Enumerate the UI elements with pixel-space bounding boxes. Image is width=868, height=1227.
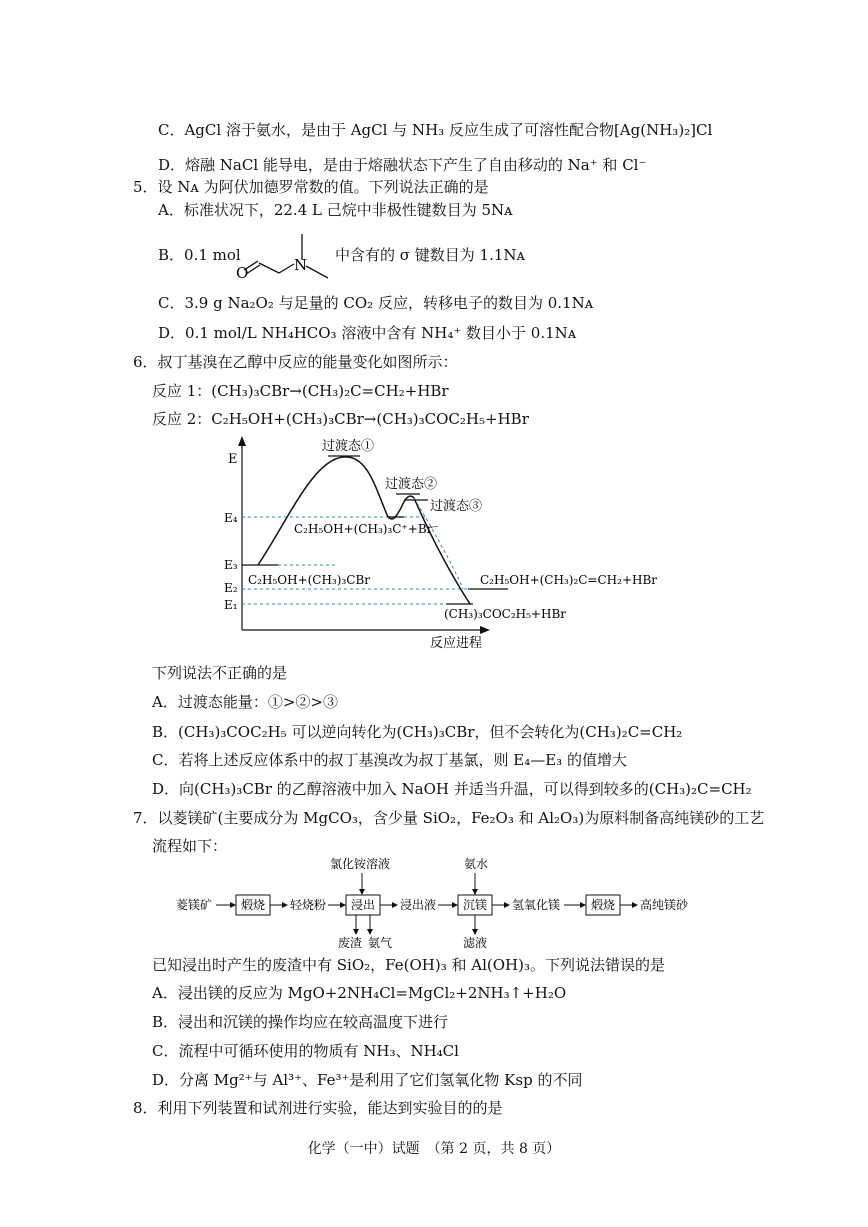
process-flow <box>172 855 712 950</box>
q7-stem-line2: 流程如下： <box>152 837 228 855</box>
output-ammonia: 氨气 <box>368 936 393 950</box>
flow-box-3: 沉镁 <box>463 898 488 912</box>
e4-label: E₄ <box>224 511 238 525</box>
q5-option-a: A．标准状况下，22.4 L 己烷中非极性键数目为 5Nᴀ <box>158 201 513 219</box>
flow-box-2: 浸出 <box>351 898 376 912</box>
ts2-label: 过渡态② <box>385 477 438 492</box>
flow-step-3: 浸出液 <box>400 898 437 912</box>
q6-ask: 下列说法不正确的是 <box>152 664 288 682</box>
ts1-label: 过渡态① <box>322 439 375 454</box>
flow-box-1: 煅烧 <box>241 898 266 912</box>
dmf-structure <box>236 228 336 283</box>
q6-reaction-1: 反应 1：(CH₃)₃CBr→(CH₃)₂C=CH₂+HBr <box>152 382 449 400</box>
q6-reaction-2: 反应 2：C₂H₅OH+(CH₃)₃CBr→(CH₃)₃COC₂H₅+HBr <box>152 410 529 428</box>
q7-option-b: B．浸出和沉镁的操作均应在较高温度下进行 <box>152 1013 449 1031</box>
e2-label: E₂ <box>224 581 238 595</box>
q7-option-d: D．分离 Mg²⁺与 Al³⁺、Fe³⁺是利用了它们氢氧化物 Ksp 的不同 <box>152 1071 583 1089</box>
svg-text:O: O <box>236 264 249 282</box>
q5-option-c: C．3.9 g Na₂O₂ 与足量的 CO₂ 反应，转移电子的数目为 0.1Nᴀ <box>158 294 594 312</box>
flow-step-5: 高纯镁砂 <box>640 898 689 912</box>
q5-option-d: D．0.1 mol/L NH₄HCO₃ 溶液中含有 NH₄⁺ 数目小于 0.1Nᴀ <box>158 324 577 342</box>
q6-option-c: C．若将上述反应体系中的叔丁基溴改为叔丁基氯，则 E₄—E₃ 的值增大 <box>152 751 627 769</box>
q6-option-d: D．向(CH₃)₃CBr 的乙醇溶液中加入 NaOH 并适当升温，可以得到较多的(CH₃)₂C=CH₂ <box>152 780 752 798</box>
intermediate-label: C₂H₅OH+(CH₃)₃C⁺+Br⁻ <box>294 522 439 536</box>
q5-stem: 5．设 Nᴀ 为阿伏加德罗常数的值。下列说法正确的是 <box>133 178 489 196</box>
q6-stem: 6．叔丁基溴在乙醇中反应的能量变化如图所示： <box>133 353 458 371</box>
q8-stem: 8．利用下列装置和试剂进行实验，能达到实验目的的是 <box>133 1099 503 1117</box>
input-ammonia-water: 氨水 <box>464 857 489 871</box>
q7-option-a: A．浸出镁的反应为 MgO+2NH₄Cl=MgCl₂+2NH₃↑+H₂O <box>152 984 567 1002</box>
output-filtrate: 滤液 <box>463 936 488 950</box>
q7-note: 已知浸出时产生的废渣中有 SiO₂，Fe(OH)₃ 和 Al(OH)₃。下列说法错误的是 <box>152 956 665 974</box>
product1-label: C₂H₅OH+(CH₃)₂C=CH₂+HBr <box>480 573 658 587</box>
y-axis-arrow <box>238 436 246 446</box>
flow-step-4: 氢氧化镁 <box>512 898 561 912</box>
page-footer: 化学（一中）试题 （第 2 页，共 8 页） <box>307 1141 561 1157</box>
flow-step-2: 轻烧粉 <box>290 898 327 912</box>
input-ammonium-chloride: 氯化铵溶液 <box>330 857 391 871</box>
q7-stem-line1: 7．以菱镁矿(主要成分为 MgCO₃，含少量 SiO₂，Fe₂O₃ 和 Al₂O₃)为原料制备高纯镁砂的工艺 <box>133 809 765 827</box>
x-axis-label: 反应进程 <box>430 636 483 651</box>
y-axis-label: E <box>228 452 238 467</box>
output-waste: 废渣 <box>338 936 363 950</box>
ts3-label: 过渡态③ <box>430 499 483 514</box>
svg-text:N: N <box>294 256 308 274</box>
x-axis-arrow <box>480 626 490 634</box>
q6-option-b: B．(CH₃)₃COC₂H₅ 可以逆向转化为(CH₃)₃CBr，但不会转化为(CH₃)₂C=CH₂ <box>152 723 683 741</box>
e1-label: E₁ <box>224 598 238 612</box>
q6-option-a: A．过渡态能量：①>②>③ <box>152 693 338 711</box>
product2-label: (CH₃)₃COC₂H₅+HBr <box>444 607 566 621</box>
reactant-label: C₂H₅OH+(CH₃)₃CBr <box>248 573 370 587</box>
q7-option-c: C．流程中可循环使用的物质有 NH₃、NH₄Cl <box>152 1042 459 1060</box>
flow-box-4: 煅烧 <box>591 898 616 912</box>
energy-diagram <box>218 430 678 655</box>
q4-option-d: D．熔融 NaCl 能导电，是由于熔融状态下产生了自由移动的 Na⁺ 和 Cl⁻ <box>158 156 647 174</box>
e3-label: E₃ <box>224 558 238 572</box>
q5-option-b-prefix: B．0.1 mol <box>158 246 241 264</box>
flow-step-1: 菱镁矿 <box>176 898 213 912</box>
q5-option-b-suffix: 中含有的 σ 键数目为 1.1Nᴀ <box>335 246 525 264</box>
q4-option-c: C．AgCl 溶于氨水，是由于 AgCl 与 NH₃ 反应生成了可溶性配合物[Ag(NH₃)₂]Cl <box>158 121 713 139</box>
